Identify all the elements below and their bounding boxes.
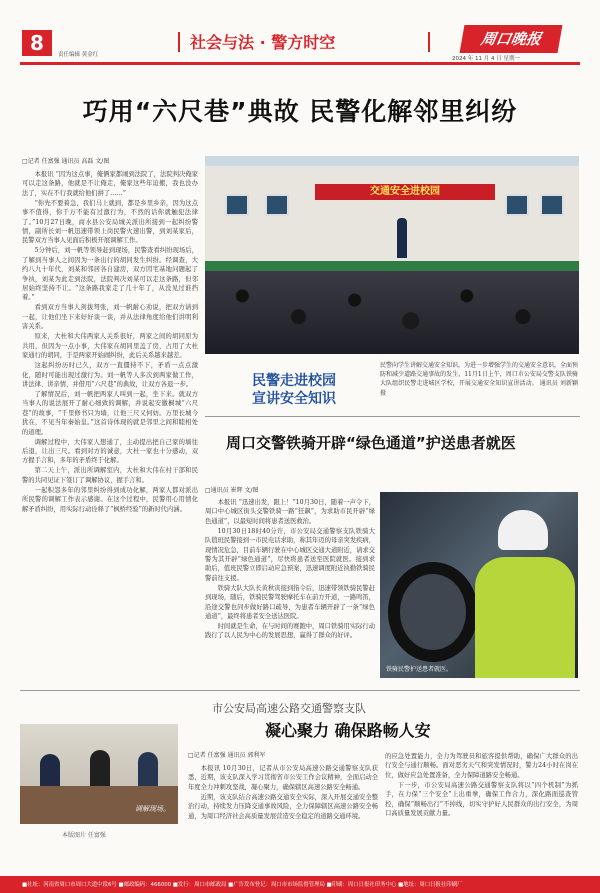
- paragraph: 第二天上午，派出所调解室内，大杜和大伟在村干部和民警的共同见证下签订了调解协议，握手言和。: [22, 467, 198, 484]
- motorcycle-wheel: [388, 562, 478, 662]
- photo-credit: 本版图片 任富强: [62, 832, 106, 839]
- masthead: [0, 0, 600, 62]
- paragraph: 调解过程中，大伟家人想通了，主动提出把自己家的墙往后退，让出三尺。看到对方的诚意，大杜一家也十分感动，双方握手言和，多年的矛盾终于化解。: [22, 438, 198, 465]
- paragraph: 的应急处置能力，全力为驾驶员和旅客提供帮助，确保广大群众的出行安全与通行顺畅。面对恶劣天气和突发情况时，警力24小时在岗在位，做好应急处置准备，全力保障道路安全畅通。: [385, 753, 578, 779]
- section-title: 社会与法 · 警方时空: [190, 33, 336, 52]
- story2-body: [205, 498, 375, 680]
- student-crowd: [205, 271, 579, 354]
- school-event-photo: [205, 156, 579, 354]
- editors-line: 责任编辑 黄金红: [58, 52, 99, 58]
- footer-text: ■社址：河南省周口市周口大道中段6号 ■邮政编码：466000 ■发行：周口市邮政局 ■广告发布登记：周口市市场监督管理局 ■印刷：周口日报社印务中心 ■地址：周口日报社印刷厂: [22, 882, 463, 888]
- paragraph: 近期，该支队结合高速公路交通安全实际，深入开展交通安全整治行动，持续发力压降交通事故风险，全力保障辖区高速公路安全畅通，为周口经济社会高质量发展营造安全稳定的道路交通环境。: [188, 793, 378, 820]
- story-divider: [205, 416, 580, 417]
- paragraph: 本报讯 10月30日，记者从市公安局高速公路交通警察支队获悉，近期，该支队深入学习贯彻省市公安工作会议精神，全面启动全年度全力冲刺攻坚战，凝心聚力，确保辖区高速公路安全畅通。: [188, 765, 378, 791]
- speaker-figure: [397, 218, 407, 258]
- police-helmet: [498, 510, 548, 550]
- page-number: 8: [22, 30, 52, 56]
- header-rule: [20, 62, 580, 65]
- paragraph: 本报讯 “迅速出发，跟上！”10月30日，随着一声令下，周口中心城区街头交警铁骑一路“狂飙”，为求助市民开辟“绿色通道”，以最短时间将患者送医救治。: [205, 499, 375, 525]
- paragraph: 下一步，市公安局高速公路交通警察支队将以“四个机制”为抓手，在力保“三个安全”上出重拳，确保工作合力，深化路面巡查管控，确保“顺畅出行”不掉线，切实守护好人民群众的出行安全，为周口高质量发展贡献力量。: [385, 781, 578, 818]
- police-vest: [475, 557, 575, 678]
- photo-title-line2: 宣讲安全知识: [252, 391, 336, 407]
- photo-title-line1: 民警走进校园: [252, 373, 336, 389]
- story2-byline: □通讯员 崔辉 文/图: [205, 487, 259, 494]
- story3-headline: 凝心聚力 确保路畅人安: [265, 721, 431, 740]
- paragraph: 5分钟后，刘一帆等领导赶到现场，民警查看纠纷现场后，了解到当事人之间因为一条出行的胡同发生纠纷。经调查，大约八九十年代，刘某和邻居各自建房，双方因宅基地问题起了争执，刘某为此走到法院，法院判决刘某可以走这条路，但邻居始终坚持不让。“这条路我家走了几十年了，从没见过谁挡着。”: [22, 247, 198, 302]
- event-banner: 交通安全进校园: [315, 184, 495, 200]
- police-photo-caption: 铁骑民警护送患者就医。: [386, 666, 453, 673]
- paragraph: 了解情况后，刘一帆把两家人叫到一起，坐下来。就双方当事人的说法展开了耐心细致的调解，并说起安徽桐城“六尺巷”的故事，“千里修书只为墙，让他三尺又何妨。万里长城今犹在，不见当年秦始皇。”这首诗体现的就是邻里之间和睦相处的道理。: [22, 390, 198, 436]
- section-divider-left: [178, 32, 180, 52]
- paragraph: 10月30日18时40分许，市公安局交通警察支队铁骑大队值班民警接到一市民电话求助，称其年迈的母亲突发疾病，现情况危急，目前车辆行驶在中心城区交通大道附近，请求交警为其开辟“绿色通道”，尽快将患者送至医院就医。接到求助后，值班民警立即启动应急预案，迅速调度附近执勤铁骑民警前往支援。: [205, 527, 375, 582]
- main-byline: □记者 任富强 通讯员 高磊 文/图: [22, 158, 110, 165]
- story3-body-left: [188, 764, 378, 868]
- school-photo-caption: 民警向学生讲解交通安全知识，为进一步增强学生的交通安全意识，全面预防和减少道路交通事故的发生，11月1日上午，周口市公安局交警支队铁骑大队组织民警走进城区学校，开展交通安全知识宣讲活动。 通讯员 刘新颖 摄: [380, 362, 578, 397]
- school-building: [205, 166, 579, 261]
- paragraph: 这起纠纷历时已久，双方一直僵持不下，矛盾一点点激化，随时可能出现过激行为。刘一帆等人多次到两家做工作，讲法律、讲亲情，并借用“六尺巷”的典故，让双方各退一步。: [22, 362, 198, 388]
- motorcycle-police-photo: [380, 492, 578, 678]
- story2-headline: 周口交警铁骑开辟“绿色通道”护送患者就医: [226, 434, 516, 452]
- story-divider: [20, 690, 580, 691]
- main-story-body: [22, 170, 198, 708]
- paragraph: 本报讯 “因为这点事，俺俩家都闹到法院了，法院判决俺家可以走这条路，他就是不让俺走，俺家这些年迫搬，我也没办法了，实在不行我就给他们拼了……”: [22, 171, 198, 197]
- story3-byline: □记者 任富强 通讯员 郭利军: [188, 752, 266, 759]
- mediation-photo-caption: 调解现场。: [135, 805, 170, 813]
- main-headline: 巧用“六尺巷”典故 民警化解邻里纠纷: [82, 97, 518, 126]
- paragraph: 看到双方当事人剑拔弩张，刘一帆耐心劝说，把双方请到一起，让他们坐下来好好谈一谈，并从法律角度给他们讲明利害关系。: [22, 304, 198, 331]
- paragraph: 原来，大杜和大伟两家人关系很好，两家之间的胡同原为共用，但因为一点小事，大伟家在胡同里盖了房，占用了大杜家通行的胡同，于是两家开始闹纠纷，此后关系越来越差。: [22, 333, 198, 360]
- issue-date: 2024 年 11 月 4 日 星期一: [452, 56, 520, 62]
- paragraph: 铁骑大队大队长黄秋寅接到指令后，迅速带领铁骑民警赶到现场，随后，铁骑民警驾驶摩托车在前方开道，一路鸣笛，沿途交警也同步做好路口疏导，为患者车辆开辟了一条“绿色通道”，最终将患者安全送达医院。: [205, 584, 375, 621]
- paragraph: 时间就是生命，在与时间的赛跑中，周口铁骑用实际行动践行了以人民为中心的发展思想，赢得了群众的好评。: [205, 623, 375, 640]
- story3-body-right: [385, 752, 578, 868]
- story3-kicker: 市公安局高速公路交通警察支队: [212, 702, 366, 715]
- newspaper-logo: 周口晚报: [460, 25, 563, 53]
- mediation-photo: [20, 724, 178, 824]
- paragraph: “你先不要着急，我们马上就到，都是乡里乡亲，因为这点事不值得，你千万不能有过激行为，不然的话你就触犯法律了。”10月27日晚，商水县公安局城关派出所接到一起纠纷警情，副所长刘一帆迅速带领上岗民警火速出警，到刘某家后，民警双方当事人见面后积极开展调解工作。: [22, 199, 198, 245]
- section-divider-right: [428, 32, 430, 52]
- paragraph: 一起积怨多年的邻里纠纷得到成功化解，两家人都对派出所民警的调解工作表示感谢。在这个过程中，民警用心用情化解矛盾纠纷，用实际行动诠释了“枫桥经验”的新时代内涵。: [22, 486, 198, 513]
